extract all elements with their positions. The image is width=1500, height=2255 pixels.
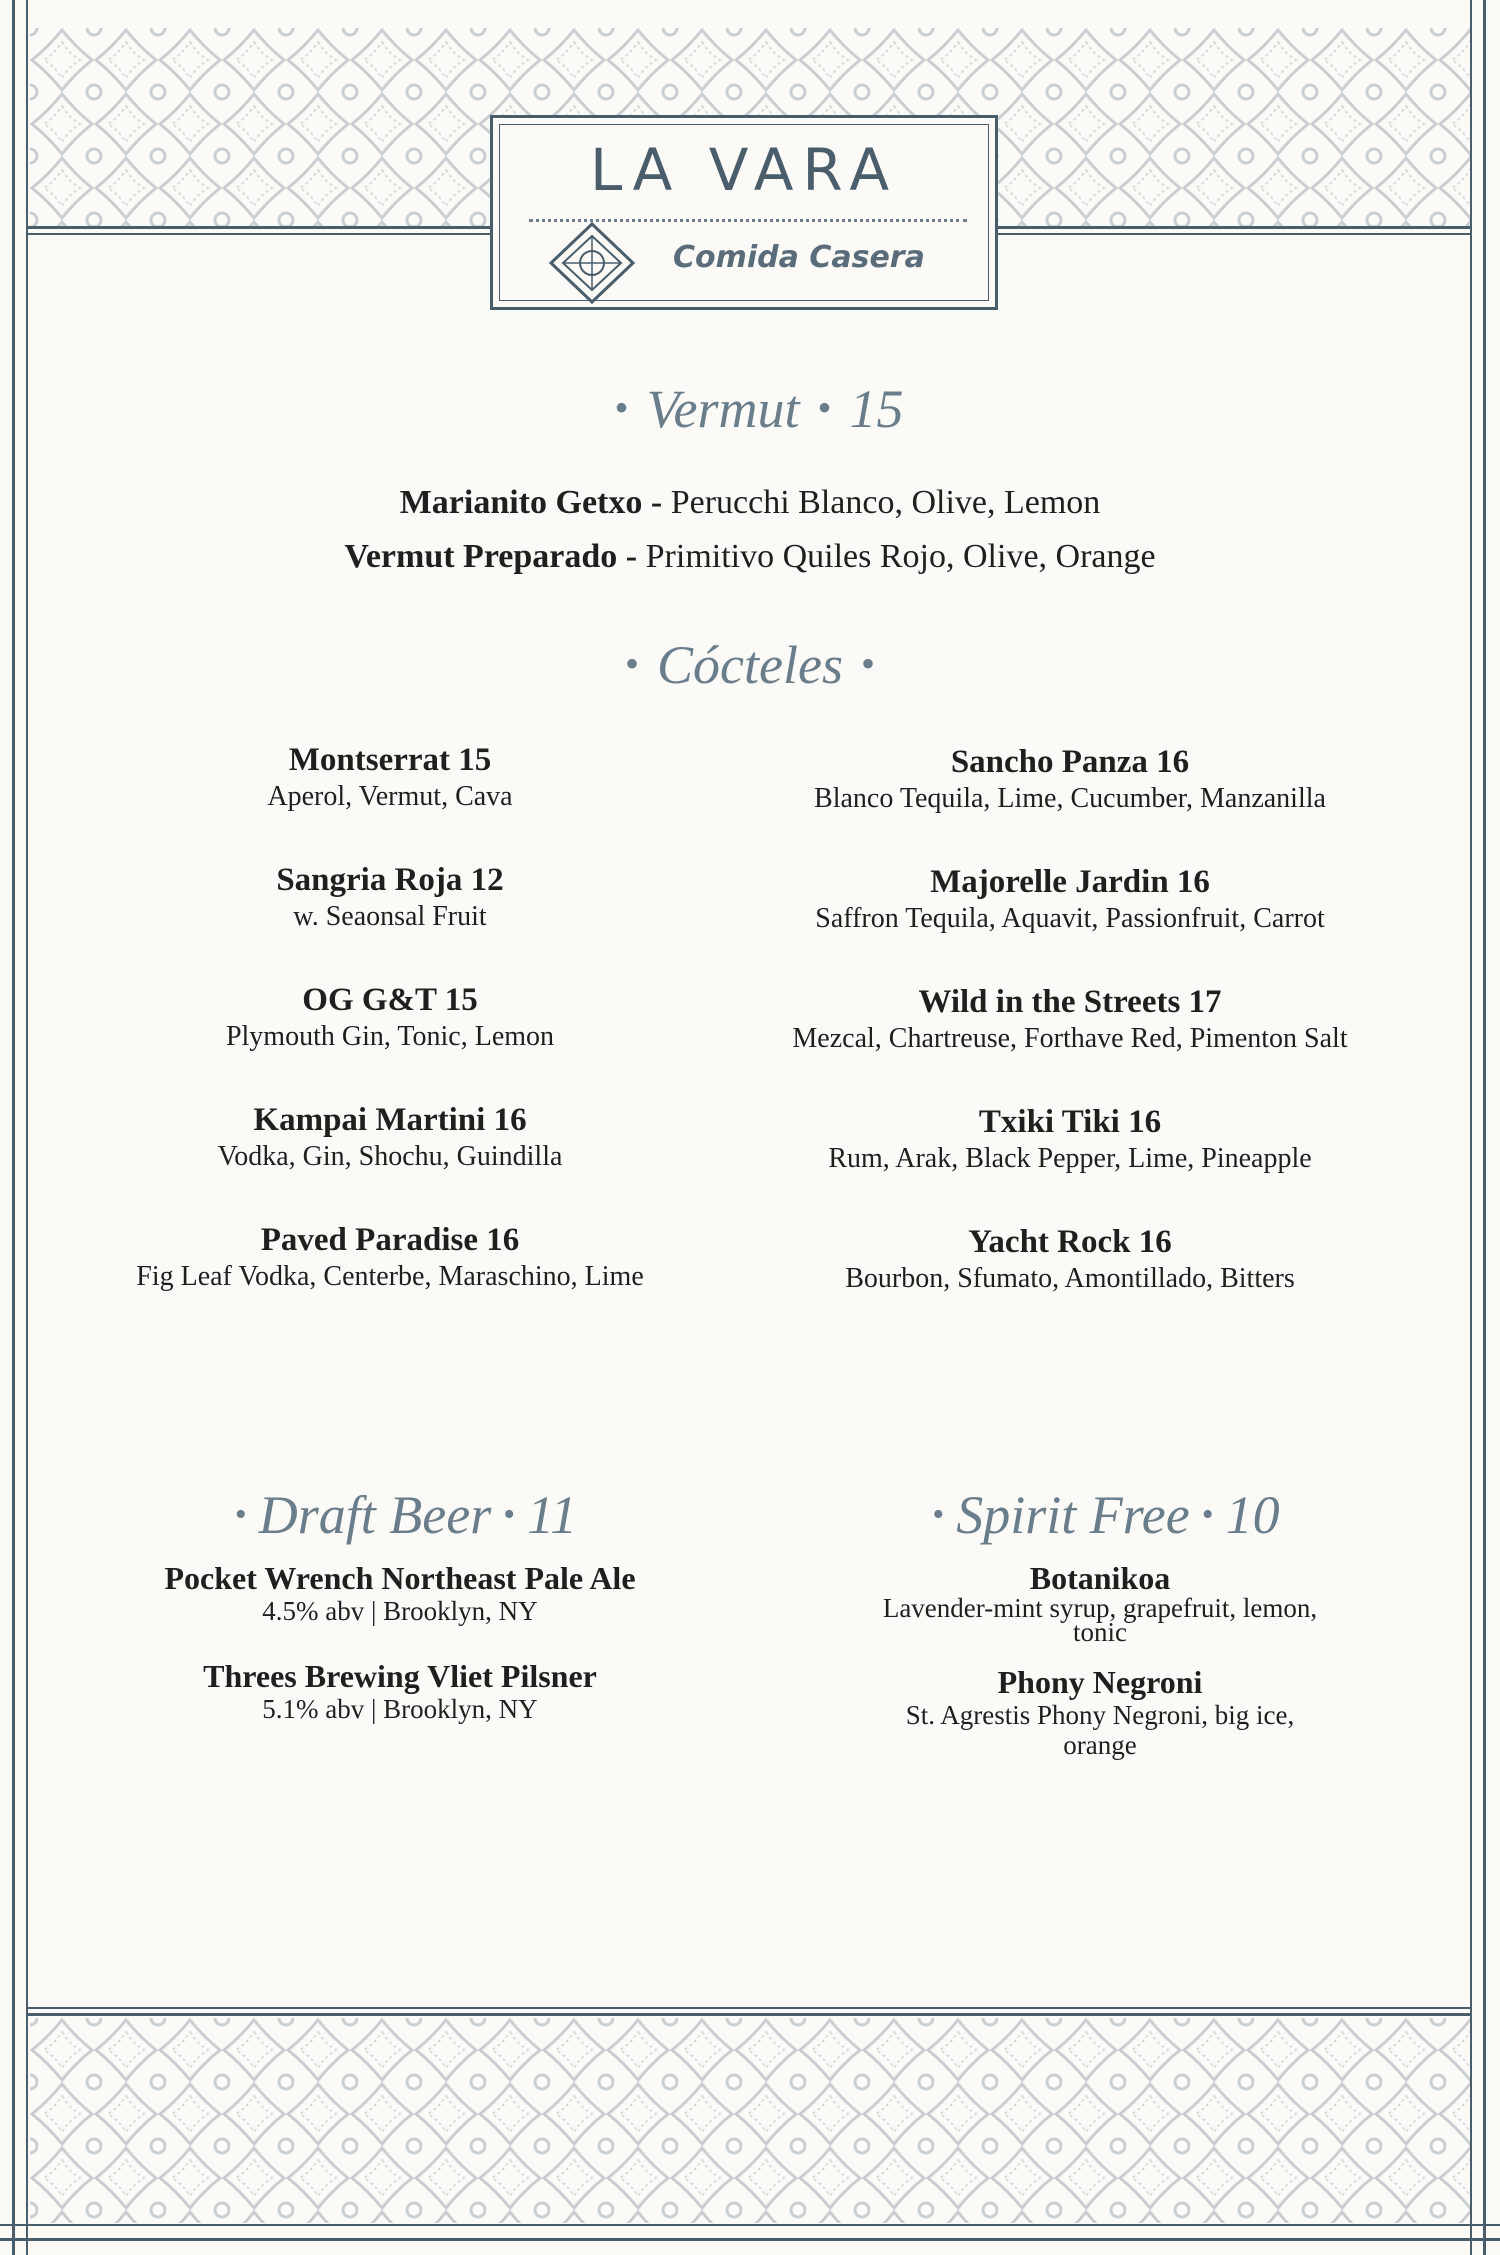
bullet-icon: • <box>503 1496 516 1533</box>
beer-item <box>80 1560 720 1626</box>
cocktail-name: Txiki Tiki 16 <box>978 1104 1162 1140</box>
spirit-free-desc-line: tonic <box>1073 1617 1127 1647</box>
cocktail-desc: Saffron Tequila, Aquavit, Passionfruit, Carrot <box>815 903 1325 934</box>
bullet-icon: • <box>860 641 875 686</box>
diamond-ornament-icon <box>547 222 637 304</box>
cocktail-item <box>740 982 1400 1056</box>
cocktail-desc: Bourbon, Sfumato, Amontillado, Bitters <box>845 1263 1295 1294</box>
cocktail-desc: Rum, Arak, Black Pepper, Lime, Pineapple <box>828 1143 1312 1174</box>
spirit-free-desc-line: Lavender-mint syrup, grapefruit, lemon, <box>882 1593 1318 1623</box>
lattice-pattern <box>30 2018 1470 2223</box>
vermut-item-name: Marianito Getxo - <box>399 484 663 521</box>
beer-item <box>80 1658 720 1724</box>
cocktail-name: Paved Paradise 16 <box>260 1222 520 1258</box>
cocktail-item <box>70 1220 710 1294</box>
bullet-icon: • <box>614 385 629 430</box>
spirit-free-desc-line: St. Agrestis Phony Negroni, big ice, <box>905 1700 1295 1730</box>
beer-name: Threes Brewing Vliet Pilsner <box>203 1658 597 1694</box>
bottom-frame-1 <box>0 2224 1500 2226</box>
beer-desc: 5.1% abv | Brooklyn, NY <box>262 1694 538 1724</box>
frame-right-outer <box>1483 0 1486 2255</box>
bullet-icon: • <box>817 385 832 430</box>
spirit-free-heading <box>780 1484 1420 1546</box>
cocktail-desc: Blanco Tequila, Lime, Cucumber, Manzanilla <box>814 783 1326 814</box>
frame-left-outer <box>12 0 15 2255</box>
cocktail-item <box>70 860 710 934</box>
spirit-free-name: Phony Negroni <box>997 1664 1203 1700</box>
cocktail-item <box>70 740 710 814</box>
vermut-heading <box>0 378 1500 440</box>
cocktail-desc: Vodka, Gin, Shochu, Guindilla <box>217 1141 563 1172</box>
cocktail-item <box>740 742 1400 816</box>
cocktail-name: Kampai Martini 16 <box>253 1102 527 1138</box>
draft-beer-price: 11 <box>527 1485 578 1545</box>
frame-left-inner <box>26 0 28 2255</box>
cocktail-item <box>740 1222 1400 1296</box>
cocktail-desc: Fig Leaf Vodka, Centerbe, Maraschino, Lime <box>136 1261 644 1292</box>
cocktail-desc: Plymouth Gin, Tonic, Lemon <box>225 1021 555 1052</box>
cocktail-name: OG G&T 15 <box>302 982 478 1018</box>
cocteles-heading <box>0 634 1500 696</box>
cocktail-name: Montserrat 15 <box>288 742 492 778</box>
vermut-title: Vermut <box>646 379 800 439</box>
spirit-free-list <box>780 1560 1420 1760</box>
spirit-free-price: 10 <box>1225 1485 1280 1545</box>
cocktail-name: Sangria Roja 12 <box>276 862 504 898</box>
bullet-icon: • <box>1201 1496 1214 1533</box>
cocktail-name: Wild in the Streets 17 <box>918 984 1222 1020</box>
cocktail-desc: Mezcal, Chartreuse, Forthave Red, Pimenton Salt <box>792 1023 1348 1054</box>
cocktail-desc: w. Seaonsal Fruit <box>293 901 487 932</box>
cocktail-item <box>740 862 1400 936</box>
bullet-icon: • <box>234 1496 247 1533</box>
spirit-free-desc-line: orange <box>1063 1730 1137 1760</box>
vermut-item-name: Vermut Preparado - <box>344 538 638 575</box>
cocktail-item <box>70 980 710 1054</box>
spirit-free-item <box>780 1560 1420 1647</box>
draft-beer-heading <box>80 1484 720 1546</box>
bottom-band-border-1 <box>28 2007 1472 2009</box>
spirit-free-name: Botanikoa <box>1029 1560 1171 1596</box>
draft-beer-title: Draft Beer <box>258 1485 492 1545</box>
bottom-band-border-2 <box>28 2013 1472 2016</box>
cocktail-item <box>740 1102 1400 1176</box>
cocktail-name: Majorelle Jardin 16 <box>930 864 1210 900</box>
bottom-frame-2 <box>0 2238 1500 2241</box>
cocktail-item <box>70 1100 710 1174</box>
spirit-free-title: Spirit Free <box>956 1485 1190 1545</box>
draft-beer-list <box>80 1560 720 1740</box>
cocteles-right-column <box>740 742 1400 1302</box>
frame-right-inner <box>1470 0 1472 2255</box>
vermut-price: 15 <box>849 379 904 439</box>
logo-subtitle: Comida Casera <box>673 240 925 275</box>
vermut-item-desc: Primitivo Quiles Rojo, Olive, Orange <box>645 538 1156 575</box>
beer-name: Pocket Wrench Northeast Pale Ale <box>164 1560 636 1596</box>
cocktail-desc: Aperol, Vermut, Cava <box>267 781 513 812</box>
logo-title: LA VARA <box>589 136 899 204</box>
logo <box>490 115 998 310</box>
spirit-free-item <box>780 1664 1420 1760</box>
beer-desc: 4.5% abv | Brooklyn, NY <box>262 1596 538 1626</box>
cocteles-title: Cócteles <box>657 635 843 695</box>
vermut-item <box>0 484 1500 522</box>
cocktail-name: Sancho Panza 16 <box>950 744 1190 780</box>
vermut-item <box>0 538 1500 576</box>
cocktail-name: Yacht Rock 16 <box>968 1224 1172 1260</box>
vermut-item-desc: Perucchi Blanco, Olive, Lemon <box>670 484 1101 521</box>
bottom-pattern-band <box>30 2018 1470 2223</box>
bullet-icon: • <box>625 641 640 686</box>
bullet-icon: • <box>932 1496 945 1533</box>
cocteles-left-column <box>70 740 710 1300</box>
